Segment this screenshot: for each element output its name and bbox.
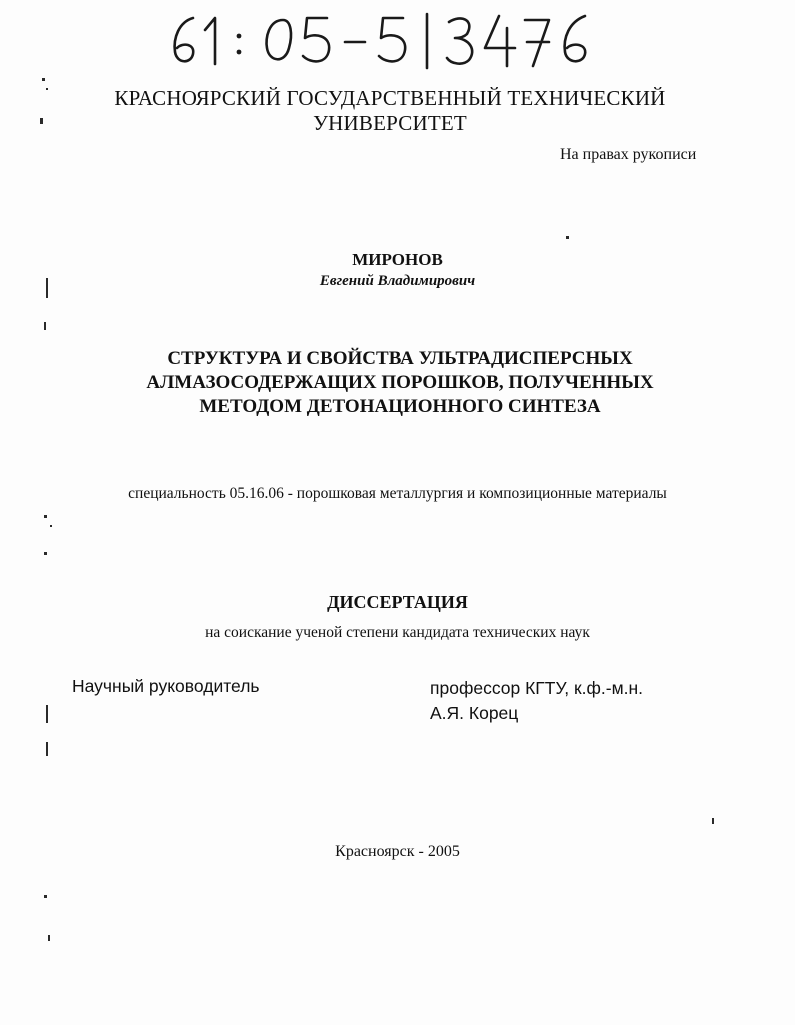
specialty-line: специальность 05.16.06 - порошковая металлургия и композиционные материалы [128,485,667,502]
scan-speck [44,322,46,330]
university-name [90,86,690,136]
title-line-1: СТРУКТУРА И СВОЙСТВА УЛЬТРАДИСПЕРСНЫХ [167,348,633,369]
manuscript-rights-note: На правах рукописи [560,146,697,163]
supervisor-label: Научный руководитель [72,676,260,696]
supervisor-name: А.Я. Корец [430,703,519,723]
scan-speck [46,88,48,90]
university-line-2: УНИВЕРСИТЕТ [313,111,467,135]
supervisor-position: профессор КГТУ, к.ф.-м.н. [430,678,643,698]
title-line-3: МЕТОДОМ ДЕТОНАЦИОННОГО СИНТЕЗА [199,396,601,417]
handwritten-number-drawing [165,8,605,70]
scan-speck [46,742,48,756]
scan-speck [40,118,43,124]
scan-speck [44,895,47,898]
author-surname: МИРОНОВ [352,250,443,269]
supervisor-details [430,676,643,726]
handwritten-archive-number [165,8,605,70]
dissertation-subheading: на соискание ученой степени кандидата технических наук [205,624,590,641]
scan-speck [46,705,48,723]
scan-speck [42,78,45,81]
author-name: Евгений Владимирович [319,273,476,289]
scan-speck [712,818,714,824]
dissertation-heading: ДИССЕРТАЦИЯ [327,592,468,612]
scan-speck [50,525,52,527]
scan-speck [44,515,47,518]
dissertation-title [100,347,700,419]
scan-speck [566,236,569,239]
university-line-1: КРАСНОЯРСКИЙ ГОСУДАРСТВЕННЫЙ ТЕХНИЧЕСКИЙ [114,86,666,110]
city-year: Красноярск - 2005 [335,843,460,860]
title-line-2: АЛМАЗОСОДЕРЖАЩИХ ПОРОШКОВ, ПОЛУЧЕННЫХ [146,372,654,393]
scan-speck [48,935,50,941]
scan-speck [44,552,47,555]
